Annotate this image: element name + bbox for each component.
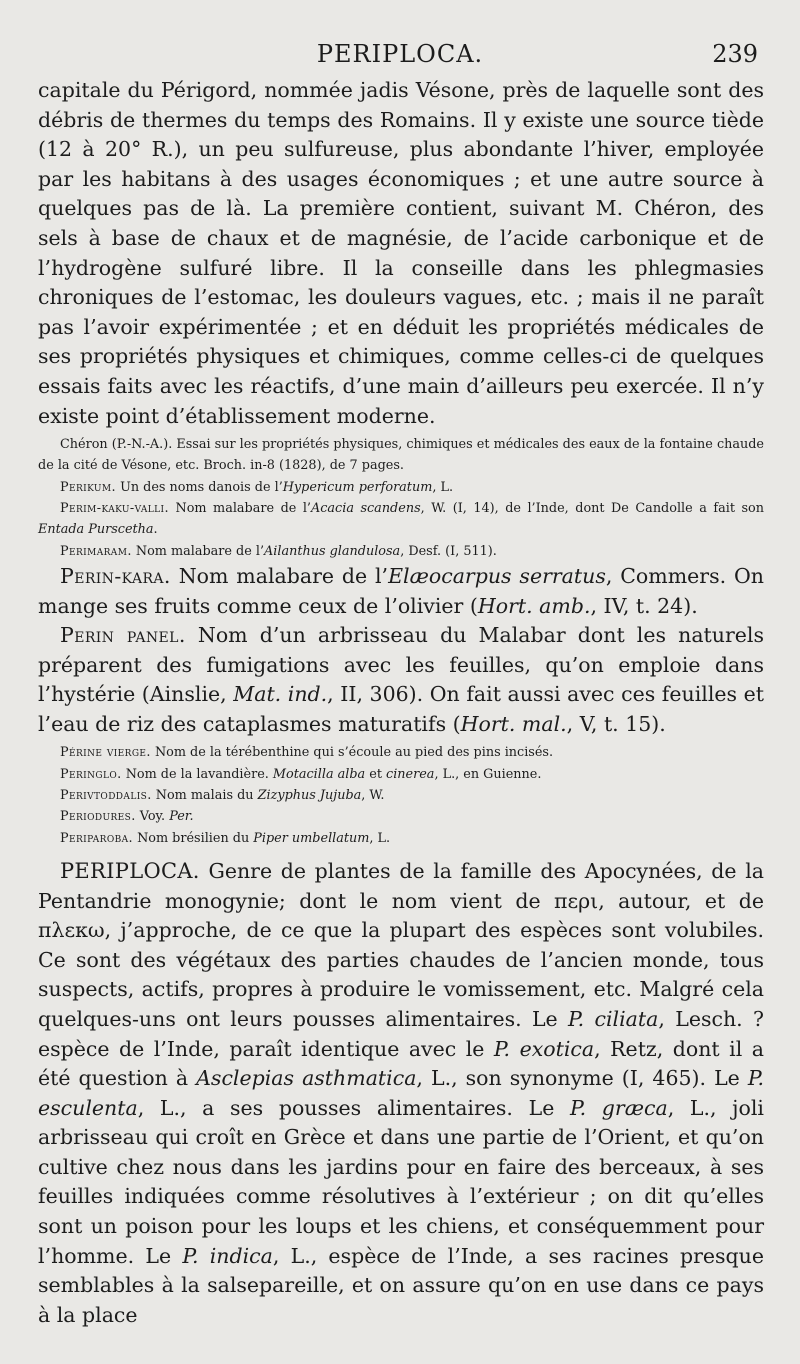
taxon-name: Acacia scandens xyxy=(311,501,421,517)
page-header xyxy=(38,40,762,74)
taxon-name: cinerea xyxy=(386,766,435,782)
taxon-name: P. indica xyxy=(182,1243,273,1268)
entry-term: Periodures. xyxy=(60,809,136,825)
entry-periodures: Periodures. Voy. Per. xyxy=(60,809,194,825)
entry-term: Perivtoddalis. xyxy=(60,788,152,804)
entry-perim-kaku-valli: Perim-kaku-valli. Nom malabare de l’Acacia scandens, W. (I, 14), de l’Inde, dont De Candolle a fait son Entada Purscetha. xyxy=(38,501,764,538)
taxon-name: Ailanthus glandulosa xyxy=(264,543,401,559)
running-head: PERIPLOCA. xyxy=(316,40,484,68)
cross-reference: Per. xyxy=(169,809,194,825)
taxon-name: P. exotica xyxy=(493,1036,595,1061)
page-body xyxy=(38,76,764,1330)
entry-periparoba: Periparoba. Nom brésilien du Piper umbellatum, L. xyxy=(60,830,391,846)
entry-perikum: Perikum. Un des noms danois de l’Hypericum perforatum, L. xyxy=(60,479,454,495)
entry-periploca: PERIPLOCA. Genre de plantes de la famille des Apocynées, de la Pentandrie monogynie; dont le nom vient de περι, autour, et de πλεκω, j’approche, de ce que la plupart des espèces sont volubiles. Ce sont des végétaux des parties chaudes de l’ancien monde, tous suspects, actifs, propres à produire le vomissement, etc. Malgré cela quelques-uns ont leurs pousses alimentaires. Le P. ciliata, Lesch. ? espèce de l’Inde, paraît identique avec le P. exotica, Retz, dont il a été question à Asclepias asthmatica, L., son synonyme (I, 465). Le P. esculenta, L., a ses pousses alimentaires. Le P. græca, L., joli arbrisseau qui croît en Grèce et dans une partie de l’Orient, et qu’on cultive chez nous dans les jardins pour en faire des berceaux, à ses feuilles indiquées comme résolutives à l’extérieur ; on dit qu’elles sont un poison pour les loups et les chiens, et conséquemment pour l’homme. Le P. indica, L., espèce de l’Inde, a ses racines presque semblables à la salsepareille, et on assure qu’on en use dans ce pays à la place xyxy=(38,858,765,1327)
entry-perivtoddalis: Perivtoddalis. Nom malais du Zizyphus Jujuba, W. xyxy=(60,788,385,804)
taxon-name: Asclepias asthmatica xyxy=(196,1066,417,1091)
taxon-name: Entada Purscetha xyxy=(38,522,154,538)
taxon-name: P. ciliata xyxy=(568,1006,659,1031)
entry-peringlo: Peringlo. Nom de la lavandière. Motacilla alba et cinerea, L., en Guienne. xyxy=(60,766,542,782)
entry-term: Peringlo. xyxy=(60,766,122,782)
page-number: 239 xyxy=(712,40,758,68)
taxon-name: Piper umbellatum xyxy=(253,830,370,846)
entry-perimaram: Perimaram. Nom malabare de l’Ailanthus glandulosa, Desf. (I, 511). xyxy=(60,543,497,559)
entry-term: Perin-kara. xyxy=(60,563,171,588)
entry-perin-kara: Perin-kara. Nom malabare de l’Elæocarpus serratus, Commers. On mange ses fruits comme ceux de l’olivier (Hort. amb., IV, t. 24). xyxy=(38,563,764,618)
taxon-name: Hypericum perforatum xyxy=(282,479,433,495)
entry-term: Périne vierge. xyxy=(60,745,151,761)
taxon-name: P. esculenta xyxy=(38,1066,765,1120)
entry-perine-vierge: Périne vierge. Nom de la térébenthine qui s’écoule au pied des pins incisés. xyxy=(60,745,554,761)
reference-title: Hort. amb. xyxy=(477,593,591,618)
reference-title: Mat. ind. xyxy=(233,682,328,707)
paragraph-vesone-continued: capitale du Périgord, nommée jadis Vésone, près de laquelle sont des débris de thermes du temps des Romains. Il y existe une source tiède (12 à 20° R.), un peu sulfureuse, plus abondante l’hiver, employée par les habitans à des usages économiques ; et une autre source à quelques pas de là. La première contient, suivant M. Chéron, des sels à base de chaux et de magnésie, de l’acide carbonique et de l’hydrogène sulfuré libre. Il la conseille dans les phlegmasies chroniques de l’estomac, les douleurs vagues, etc. ; mais il ne paraît pas l’avoir expérimentée ; et en déduit les propriétés médicales de ses propriétés physiques et chimiques, comme celles-ci de quelques essais faits avec les réactifs, d’une main d’ailleurs peu exercée. Il n’y existe point d’établissement moderne. xyxy=(38,78,764,428)
taxon-name: Elæocarpus serratus xyxy=(388,563,606,588)
entry-perin-panel: Perin panel. Nom d’un arbrisseau du Malabar dont les naturels préparent des fumigations avec les feuilles, qu’on emploie dans l’hystérie (Ainslie, Mat. ind., II, 306). On fait aussi avec ces feuilles et l’eau de riz des cataplasmes maturatifs (Hort. mal., V, t. 15). xyxy=(38,623,764,736)
entry-term: Periparoba. xyxy=(60,830,133,846)
entry-heading-periploca: PERIPLOCA. xyxy=(60,858,200,883)
entry-term: Perin panel. xyxy=(60,623,186,648)
taxon-name: Motacilla alba xyxy=(272,766,366,782)
entry-term: Perimaram. xyxy=(60,543,132,559)
entry-term: Perikum. xyxy=(60,479,116,495)
taxon-name: Zizyphus Jujuba xyxy=(257,788,362,804)
entry-term: Perim-kaku-valli. xyxy=(60,501,169,517)
taxon-name: P. græca xyxy=(570,1095,668,1120)
reference-title: Hort. mal. xyxy=(460,711,567,736)
reference-cheron: Chéron (P.-N.-A.). Essai sur les propriétés physiques, chimiques et médicales des eaux de la fontaine chaude de la cité de Vésone, etc. Broch. in-8 (1828), de 7 pages. xyxy=(38,437,764,474)
